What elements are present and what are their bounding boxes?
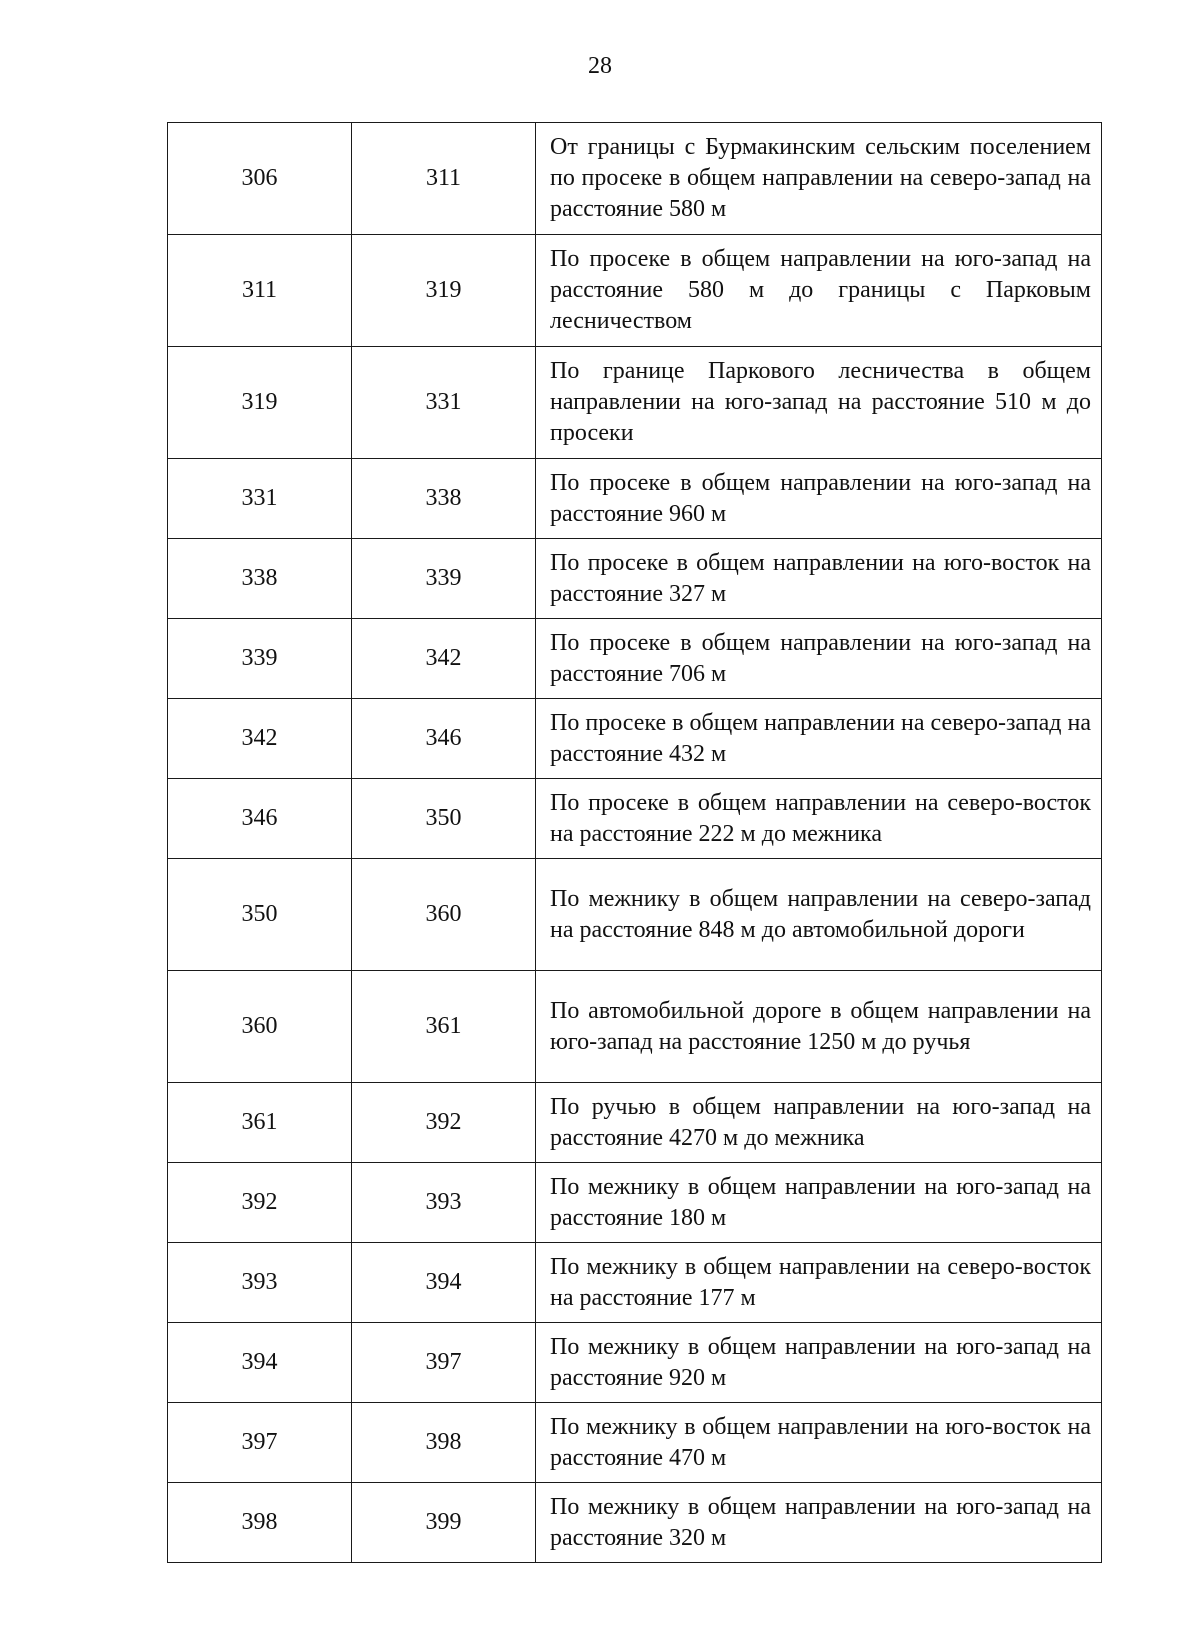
point-to-cell: 392 — [352, 1083, 536, 1163]
description-cell: По ручью в общем направлении на юго-запад на расстояние 4270 м до межника — [536, 1083, 1102, 1163]
point-from-cell: 392 — [168, 1163, 352, 1243]
point-from-cell: 339 — [168, 619, 352, 699]
point-to-cell: 398 — [352, 1403, 536, 1483]
point-from-cell: 350 — [168, 859, 352, 971]
table-row — [168, 699, 1102, 779]
table-row — [168, 539, 1102, 619]
table-row — [168, 235, 1102, 347]
point-from-cell: 398 — [168, 1483, 352, 1563]
description-cell: По автомобильной дороге в общем направлении на юго-запад на расстояние 1250 м до ручья — [536, 971, 1102, 1083]
point-from-cell: 342 — [168, 699, 352, 779]
point-from-cell: 311 — [168, 235, 352, 347]
point-to-cell: 319 — [352, 235, 536, 347]
description-cell: По просеке в общем направлении на юго-восток на расстояние 327 м — [536, 539, 1102, 619]
point-from-cell: 331 — [168, 459, 352, 539]
point-to-cell: 346 — [352, 699, 536, 779]
boundary-description-table — [167, 122, 1102, 1563]
description-cell: По межнику в общем направлении на юго-запад на расстояние 320 м — [536, 1483, 1102, 1563]
description-cell: По межнику в общем направлении на юго-запад на расстояние 920 м — [536, 1323, 1102, 1403]
table-row — [168, 1163, 1102, 1243]
point-to-cell: 339 — [352, 539, 536, 619]
description-cell: По просеке в общем направлении на юго-запад на расстояние 960 м — [536, 459, 1102, 539]
point-from-cell: 306 — [168, 123, 352, 235]
point-to-cell: 311 — [352, 123, 536, 235]
point-from-cell: 346 — [168, 779, 352, 859]
point-to-cell: 394 — [352, 1243, 536, 1323]
point-to-cell: 397 — [352, 1323, 536, 1403]
table-row — [168, 123, 1102, 235]
table-row — [168, 1243, 1102, 1323]
point-to-cell: 360 — [352, 859, 536, 971]
table-row — [168, 1403, 1102, 1483]
point-from-cell: 394 — [168, 1323, 352, 1403]
point-to-cell: 399 — [352, 1483, 536, 1563]
description-cell: По границе Паркового лесничества в общем направлении на юго-запад на расстояние 510 м до просеки — [536, 347, 1102, 459]
page-number: 28 — [588, 53, 612, 79]
point-from-cell: 360 — [168, 971, 352, 1083]
point-to-cell: 338 — [352, 459, 536, 539]
point-to-cell: 331 — [352, 347, 536, 459]
point-from-cell: 393 — [168, 1243, 352, 1323]
table-row — [168, 459, 1102, 539]
table-row — [168, 619, 1102, 699]
table-row — [168, 859, 1102, 971]
point-from-cell: 361 — [168, 1083, 352, 1163]
description-cell: По просеке в общем направлении на юго-запад на расстояние 706 м — [536, 619, 1102, 699]
table-row — [168, 779, 1102, 859]
description-cell: По межнику в общем направлении на юго-восток на расстояние 470 м — [536, 1403, 1102, 1483]
point-to-cell: 350 — [352, 779, 536, 859]
table-row — [168, 347, 1102, 459]
table-row — [168, 1323, 1102, 1403]
description-cell: По просеке в общем направлении на северо-восток на расстояние 222 м до межника — [536, 779, 1102, 859]
point-to-cell: 342 — [352, 619, 536, 699]
point-from-cell: 319 — [168, 347, 352, 459]
description-cell: По просеке в общем направлении на северо-запад на расстояние 432 м — [536, 699, 1102, 779]
table-row — [168, 1483, 1102, 1563]
point-from-cell: 338 — [168, 539, 352, 619]
table-row — [168, 971, 1102, 1083]
description-cell: По межнику в общем направлении на юго-запад на расстояние 180 м — [536, 1163, 1102, 1243]
point-to-cell: 393 — [352, 1163, 536, 1243]
point-from-cell: 397 — [168, 1403, 352, 1483]
description-cell: От границы с Бурмакинским сельским поселением по просеке в общем направлении на северо-запад на расстояние 580 м — [536, 123, 1102, 235]
point-to-cell: 361 — [352, 971, 536, 1083]
table-row — [168, 1083, 1102, 1163]
description-cell: По межнику в общем направлении на северо-запад на расстояние 848 м до автомобильной дороги — [536, 859, 1102, 971]
description-cell: По межнику в общем направлении на северо-восток на расстояние 177 м — [536, 1243, 1102, 1323]
description-cell: По просеке в общем направлении на юго-запад на расстояние 580 м до границы с Парковым лесничеством — [536, 235, 1102, 347]
